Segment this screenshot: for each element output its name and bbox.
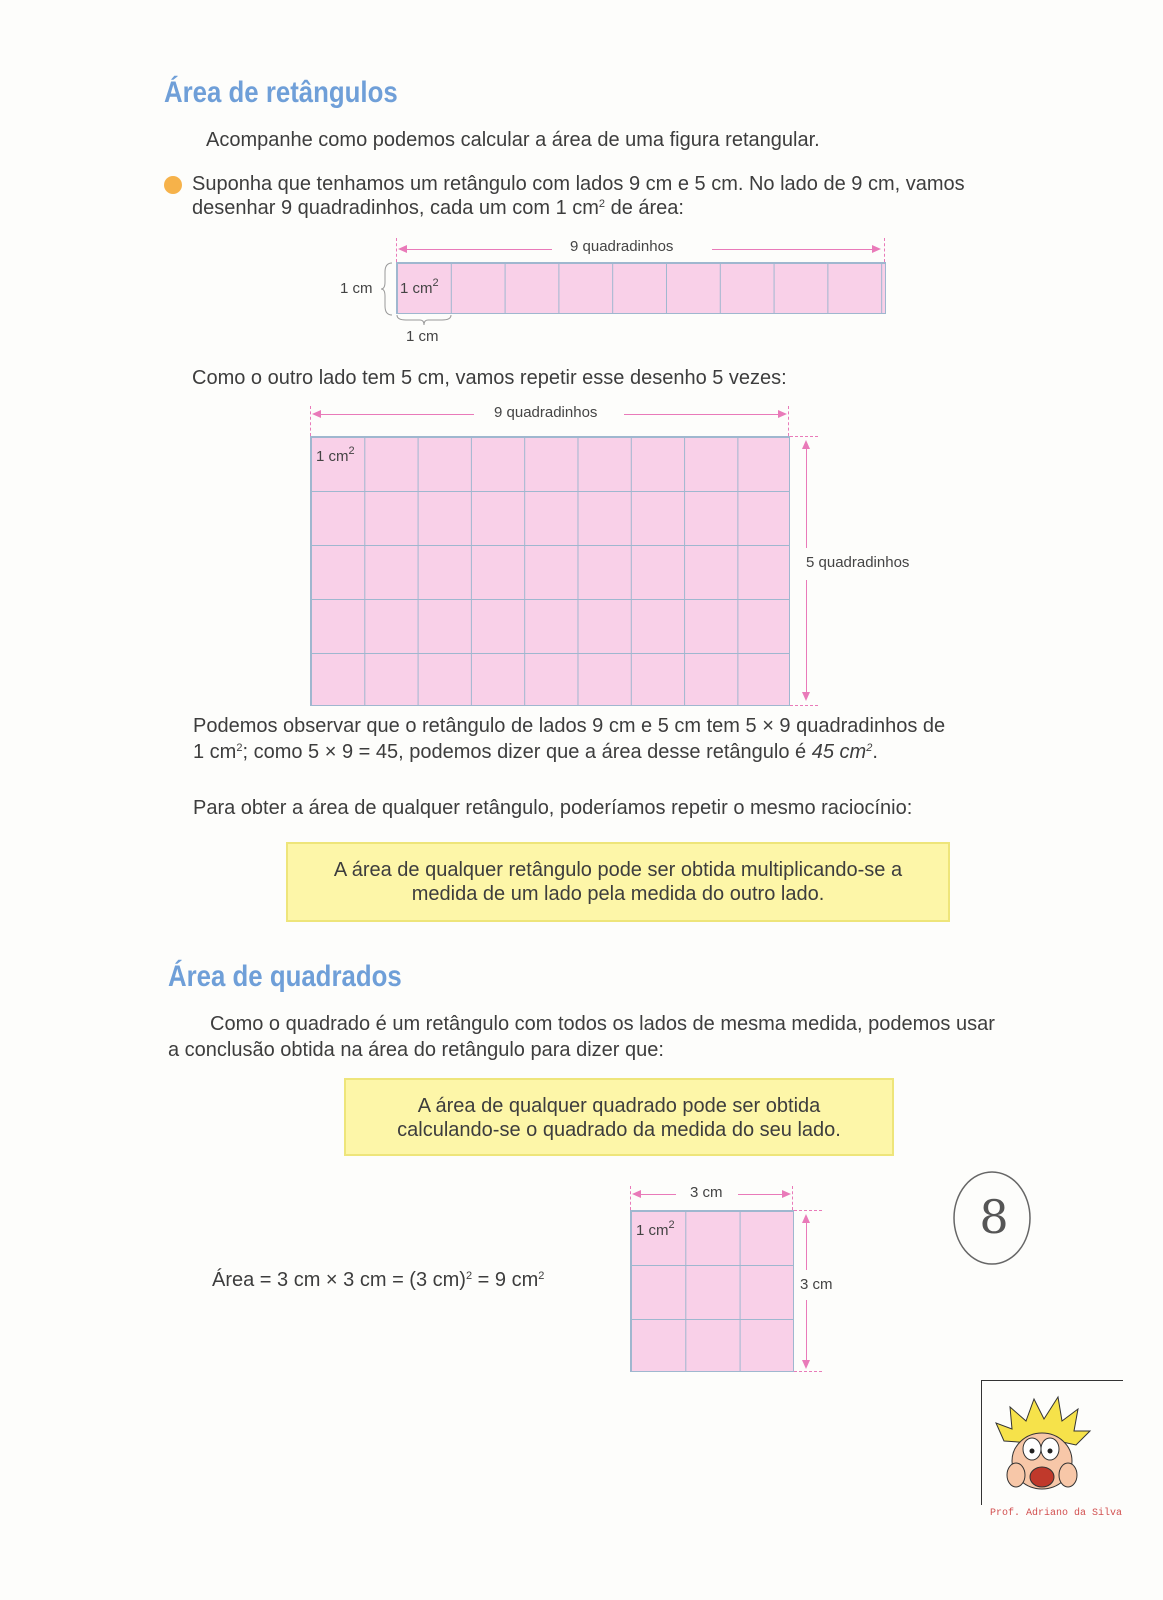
arrow-down-icon xyxy=(802,1360,810,1369)
bullet-text-line2: desenhar 9 quadradinhos, cada um com 1 $cm^2$ de área: xyxy=(192,197,684,219)
arrow-left-icon xyxy=(632,1190,641,1198)
cartoon-frame xyxy=(981,1380,1123,1505)
grid-top-label: 9 quadradinhos xyxy=(494,404,598,421)
arrow-left-icon xyxy=(398,245,407,253)
rectangle-rule-box xyxy=(286,842,950,922)
intro-text: Acompanhe como podemos calcular a área de uma figura retangular. xyxy=(206,129,820,151)
figure-square-grid xyxy=(620,1180,850,1376)
repeat-text: Como o outro lado tem 5 cm, vamos repetir esse desenho 5 vezes: xyxy=(192,367,787,389)
squares-intro-line1: Como o quadrado é um retângulo com todos os lados de mesma medida, podemos usar xyxy=(210,1013,995,1035)
rule-line1: A área de qualquer retângulo pode ser obtida multiplicando-se a xyxy=(333,859,903,881)
arrow-line-right xyxy=(738,1194,786,1195)
square-top-label: 3 cm xyxy=(690,1184,723,1201)
arrow-line-down xyxy=(806,1300,807,1362)
bullet-text-line1: Suponha que tenhamos um retângulo com lados 9 cm e 5 cm. No lado de 9 cm, vamos xyxy=(192,173,965,195)
figure-strip xyxy=(330,232,890,350)
observation-line2: 1 $cm^2$; como 5 × 9 = 45, podemos dizer que a área desse retângulo é 45 $cm^2$. xyxy=(193,741,878,763)
square-rule-box xyxy=(344,1078,894,1156)
area-formula: Área = 3 cm × 3 cm = (3 cm)$^2$ = 9 $cm^2$ xyxy=(212,1269,545,1291)
rule-line2: medida de um lado pela medida do outro lado. xyxy=(411,883,825,905)
page-number: 8 xyxy=(979,1190,1009,1244)
strip-bottom-label: 1 cm xyxy=(406,328,439,345)
arrow-line-down xyxy=(806,580,807,694)
brace-bottom-icon xyxy=(396,314,452,326)
square-side-label: 3 cm xyxy=(800,1276,833,1293)
grid-side-label: 5 quadradinhos xyxy=(806,554,910,571)
square-cell-label: 1 $cm^2$ xyxy=(636,1219,675,1239)
figure-rectangle-grid xyxy=(300,400,940,710)
author-credit: Prof. Adriano da Silva xyxy=(990,1508,1123,1519)
arrow-line-up xyxy=(806,448,807,548)
strip-side-label: 1 cm xyxy=(340,280,373,297)
strip-grid xyxy=(396,262,886,314)
cartoon-boy-icon xyxy=(982,1381,1123,1505)
rule-line1: A área de qualquer quadrado pode ser obtida xyxy=(417,1095,821,1117)
general-text: Para obter a área de qualquer retângulo, poderíamos repetir o mesmo raciocínio: xyxy=(193,797,913,819)
section-title-squares: Área de quadrados xyxy=(168,960,402,993)
observation-line1: Podemos observar que o retângulo de lados 9 cm e 5 cm tem 5 × 9 quadradinhos de xyxy=(193,715,946,737)
rectangle-grid xyxy=(310,436,790,706)
arrow-line-left xyxy=(314,414,474,415)
grid-cell-label: 1 $cm^2$ xyxy=(316,445,355,465)
arrow-right-icon xyxy=(778,410,787,418)
arrow-line-up xyxy=(806,1222,807,1270)
bullet-icon xyxy=(164,176,182,194)
strip-top-label: 9 quadradinhos xyxy=(570,238,674,255)
arrow-down-icon xyxy=(802,692,810,701)
section-title-rectangles: Área de retângulos xyxy=(164,76,398,109)
arrow-line-left xyxy=(400,249,552,250)
arrow-line-right xyxy=(712,249,876,250)
arrow-left-icon xyxy=(312,410,321,418)
rule-line2: calculando-se o quadrado da medida do seu lado. xyxy=(397,1119,841,1141)
arrow-right-icon xyxy=(782,1190,791,1198)
squares-intro-line2: a conclusão obtida na área do retângulo para dizer que: xyxy=(168,1039,664,1061)
arrow-right-icon xyxy=(872,245,881,253)
strip-cell-label: 1 $cm^2$ xyxy=(400,277,439,297)
arrow-line-right xyxy=(624,414,782,415)
brace-left-icon xyxy=(380,262,394,316)
